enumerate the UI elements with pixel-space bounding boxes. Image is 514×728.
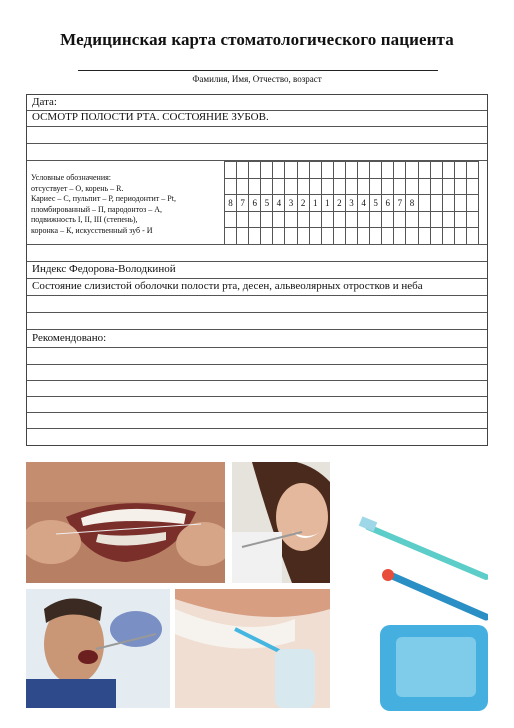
date-label: Дата: [32,96,57,108]
tooth-status-cell[interactable] [430,162,442,179]
exam-heading-row [27,111,487,127]
tooth-status-cell[interactable] [430,228,442,245]
tooth-status-row [225,178,479,195]
tooth-number-cell: 3 [285,195,297,212]
tooth-status-cell[interactable] [406,211,418,228]
tooth-status-cell[interactable] [261,178,273,195]
flossing-photo [26,462,225,583]
tooth-status-cell[interactable] [285,228,297,245]
tooth-status-cell[interactable] [321,178,333,195]
tooth-number-cell: 6 [382,195,394,212]
tooth-status-cell[interactable] [333,178,345,195]
tooth-status-cell[interactable] [442,228,454,245]
tooth-status-cell[interactable] [297,228,309,245]
recommended-row [27,330,487,348]
exam-heading: ОСМОТР ПОЛОСТИ РТА. СОСТОЯНИЕ ЗУБОВ. [32,111,269,123]
tooth-status-cell[interactable] [370,211,382,228]
tooth-status-cell[interactable] [382,228,394,245]
tooth-status-cell[interactable] [285,162,297,179]
blank-row [27,313,487,330]
tooth-status-cell[interactable] [394,228,406,245]
mucosa-row [27,279,487,296]
tooth-status-cell[interactable] [333,211,345,228]
blank-row [27,348,487,365]
tooth-status-cell[interactable] [333,228,345,245]
tooth-status-cell[interactable] [454,178,466,195]
tooth-status-cell[interactable] [358,228,370,245]
tooth-status-cell[interactable] [394,178,406,195]
tooth-status-cell[interactable] [285,178,297,195]
tooth-status-cell[interactable] [430,178,442,195]
document-title: Медицинская карта стоматологического пациента [60,30,454,49]
tooth-status-cell[interactable] [418,162,430,179]
tooth-status-cell[interactable] [297,211,309,228]
tooth-status-cell[interactable] [261,228,273,245]
tooth-status-cell[interactable] [261,162,273,179]
tooth-status-cell[interactable] [237,162,249,179]
tooth-number-cell: 2 [297,195,309,212]
tooth-number-cell: 4 [273,195,285,212]
tooth-status-cell[interactable] [442,178,454,195]
tooth-status-cell[interactable] [394,211,406,228]
tooth-status-cell[interactable] [406,162,418,179]
tooth-status-cell[interactable] [358,162,370,179]
tooth-status-cell[interactable] [430,195,442,212]
toothbrush-mouthwash-photo [340,505,488,711]
tooth-status-cell[interactable] [261,211,273,228]
tooth-status-cell[interactable] [454,162,466,179]
tooth-status-cell[interactable] [418,228,430,245]
notation-legend [31,173,176,237]
legend-line: подвижность I, II, III (степень), [31,215,138,225]
tooth-status-cell[interactable] [225,162,237,179]
tooth-status-cell[interactable] [237,211,249,228]
patient-exam-photo [232,462,330,583]
tooth-status-cell[interactable] [249,162,261,179]
legend-line: Кариес – С, пульпит – Р, периодонтит – Pt, [31,194,176,204]
tooth-status-cell[interactable] [358,178,370,195]
tooth-status-cell[interactable] [249,211,261,228]
tooth-number-cell: 7 [237,195,249,212]
dental-exam-form [26,94,488,446]
tooth-status-cell[interactable] [309,228,321,245]
tooth-status-cell[interactable] [237,228,249,245]
tooth-status-cell[interactable] [358,211,370,228]
tooth-status-cell[interactable] [466,178,478,195]
blank-row [27,381,487,397]
tooth-status-cell[interactable] [273,228,285,245]
tooth-number-cell: 1 [321,195,333,212]
legend-line: пломбированный – П, пародонтоз – А, [31,204,163,214]
tooth-status-cell[interactable] [273,162,285,179]
tooth-status-cell[interactable] [442,162,454,179]
tooth-status-cell[interactable] [454,211,466,228]
tooth-status-cell[interactable] [382,211,394,228]
tooth-number-cell: 1 [309,195,321,212]
blank-row [27,127,487,144]
tooth-number-cell: 8 [406,195,418,212]
tooth-status-cell[interactable] [418,211,430,228]
tooth-status-cell[interactable] [297,178,309,195]
tooth-status-cell[interactable] [345,162,357,179]
tooth-status-cell[interactable] [249,228,261,245]
tooth-status-cell[interactable] [370,228,382,245]
tooth-status-cell[interactable] [225,178,237,195]
tooth-status-cell[interactable] [382,178,394,195]
patient-name-caption: Фамилия, Имя, Отчество, возраст [192,74,322,84]
legend-line: отсуствует – О, корень – R. [31,183,124,193]
tooth-number-cell: 3 [345,195,357,212]
tooth-status-cell[interactable] [237,178,249,195]
tooth-status-cell[interactable] [225,211,237,228]
patient-name-line [78,70,438,71]
tooth-status-cell[interactable] [249,178,261,195]
tooth-number-cell: 6 [249,195,261,212]
tooth-status-cell[interactable] [333,162,345,179]
tooth-status-cell[interactable] [430,211,442,228]
tooth-status-cell[interactable] [442,195,454,212]
tooth-status-cell[interactable] [285,211,297,228]
blank-row [27,144,487,161]
tooth-status-cell[interactable] [466,195,478,212]
tooth-status-cell[interactable] [418,195,430,212]
blank-row [27,296,487,313]
tooth-status-row [225,162,479,179]
tooth-status-cell[interactable] [321,211,333,228]
tooth-status-cell[interactable] [442,211,454,228]
tooth-number-cell: 4 [358,195,370,212]
fedorov-index-label: Индекс Федорова-Володкиной [32,263,176,275]
tooth-status-cell[interactable] [370,162,382,179]
tooth-status-row [225,228,479,245]
blank-row [27,413,487,429]
tooth-status-cell[interactable] [370,178,382,195]
dentist-patient-photo [26,589,170,708]
date-row [27,95,487,111]
tooth-status-cell[interactable] [345,228,357,245]
tooth-status-cell[interactable] [225,228,237,245]
tooth-status-cell[interactable] [321,162,333,179]
tooth-number-cell: 5 [370,195,382,212]
tooth-status-cell[interactable] [345,178,357,195]
tooth-status-cell[interactable] [382,162,394,179]
tooth-status-cell[interactable] [418,178,430,195]
tooth-status-row [225,211,479,228]
water-flosser-photo [175,589,330,708]
tooth-number-row [225,195,479,212]
blank-row [27,245,487,262]
legend-line: Условные обозначения: [31,173,112,182]
tooth-status-cell[interactable] [309,178,321,195]
tooth-status-cell[interactable] [466,211,478,228]
tooth-status-cell[interactable] [321,228,333,245]
tooth-status-cell[interactable] [394,162,406,179]
blank-row [27,365,487,381]
tooth-status-cell[interactable] [466,162,478,179]
tooth-status-cell[interactable] [454,228,466,245]
tooth-status-cell[interactable] [273,178,285,195]
fedorov-index-row [27,262,487,279]
tooth-status-cell[interactable] [406,228,418,245]
tooth-status-cell[interactable] [273,211,285,228]
tooth-status-cell[interactable] [454,195,466,212]
recommended-label: Рекомендовано: [32,332,107,344]
tooth-status-cell[interactable] [309,162,321,179]
tooth-status-cell[interactable] [406,178,418,195]
tooth-status-cell[interactable] [297,162,309,179]
tooth-number-cell: 8 [225,195,237,212]
legend-line: коронка – К, искусственный зуб - И [31,225,153,235]
tooth-status-cell[interactable] [345,211,357,228]
tooth-status-cell[interactable] [309,211,321,228]
tooth-number-cell: 7 [394,195,406,212]
tooth-number-cell: 5 [261,195,273,212]
blank-row [27,397,487,413]
mucosa-label: Состояние слизистой оболочки полости рта, десен, альвеолярных отростков и неба [32,280,423,292]
teeth-chart [224,161,479,245]
tooth-status-cell[interactable] [466,228,478,245]
tooth-number-cell: 2 [333,195,345,212]
